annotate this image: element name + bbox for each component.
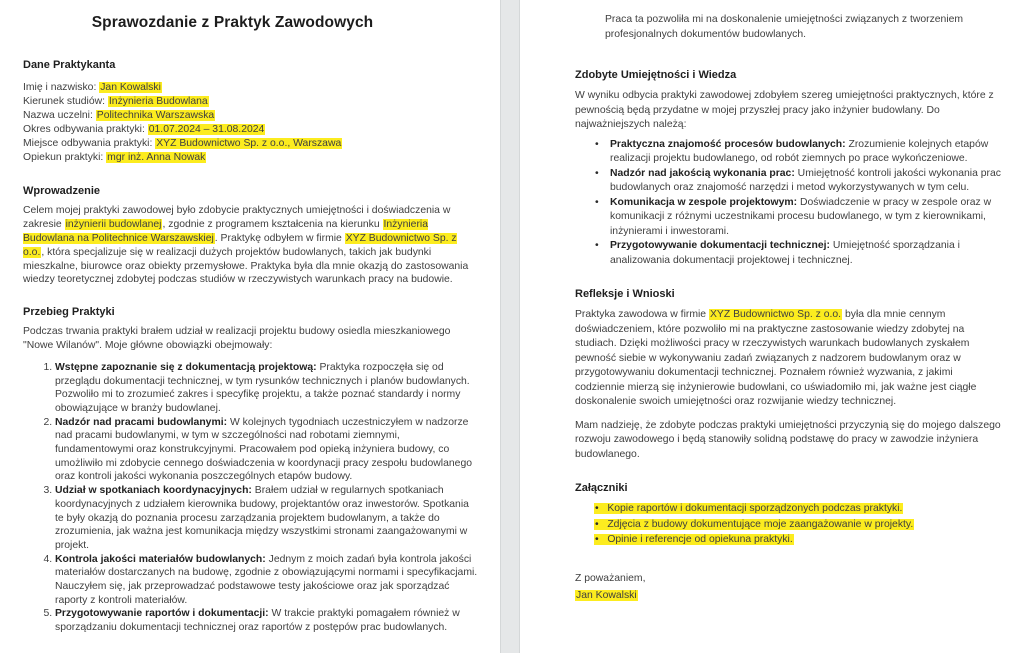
field-label: Nazwa uczelni:	[23, 109, 96, 121]
section-heading-refleksje-wnioski: Refleksje i Wnioski	[575, 288, 675, 300]
document-page-2	[520, 0, 1024, 653]
field-line	[23, 95, 478, 109]
list-item	[610, 196, 1005, 240]
text-segment: , która specjalizuje się w realizacji dużych projektów budowlanych, takich jak budynki mieszkalne, biurowce oraz obiekty przemysłowe. Praktyka była dla mnie okazją do zastosowania wiedzy teoretycznej zdobytej podczas studiów w rzeczywistych warunkach pracy na budowie.	[23, 246, 469, 286]
refleksje-paragraph-2: Mam nadzieję, że zdobyte podczas praktyki umiejętności przyczynią się do mojego dalszego rozwoju zawodowego i będą stanowiły solidną podstawę do pracy w zawodzie inżyniera budowlanego.	[575, 419, 1001, 460]
list-item-text: Brałem udział w regularnych spotkaniach koordynacyjnych z udziałem kierownika budowy, projektantów oraz inwestorów. Spotkania te były okazją do poznania procesu zarządzania projektem budowlanym, a także do zrozumienia, jak ważna jest komunikacja między wszystkimi stronami zaangażowanymi w projekt.	[55, 485, 469, 551]
list-item-lead: Przygotowywanie raportów i dokumentacji:	[55, 608, 269, 620]
page-gap-divider	[500, 0, 520, 653]
continuation-paragraph: Praca ta pozwoliła mi na doskonalenie umiejętności związanych z tworzeniem profesjonalnych dokumentów budowlanych.	[605, 14, 964, 40]
list-item-lead: Nadzór nad pracami budowlanymi:	[55, 416, 228, 428]
document-page-1	[0, 0, 500, 653]
field-line	[23, 137, 478, 151]
list-item	[610, 138, 1005, 167]
wprowadzenie-paragraph	[23, 204, 478, 287]
list-item-text: Zrozumienie kolejnych etapów realizacji projektu budowlanego, od robót ziemnych po prace wykończeniowe.	[610, 138, 989, 164]
list-item	[594, 501, 1005, 517]
text-segment: , zgodnie z programem kształcenia na kierunku	[162, 219, 383, 231]
list-item	[55, 416, 478, 485]
field-line	[23, 81, 478, 95]
text-segment: była dla mnie cennym doświadczeniem, które pozwoliło mi na praktyczne zastosowanie wiedzy zdobytej na studiach. Dzięki możliwości pracy w rzeczywistych warunkach budowlanych zyskałem pewność siebie w wykonywaniu zadań związanych z nadzorem budowlanym oraz w przygotowywaniu dokumentacji technicznej. Poznałem również wyzwania, z jakimi codziennie mierzą się inżynierowie budowlani, co uświadomiło mi, jak ważne jest ciągłe doskonalenie swoich umiejętności oraz rozwijanie wiedzy technicznej.	[575, 309, 977, 407]
section-heading-wprowadzenie: Wprowadzenie	[23, 185, 101, 198]
field-label: Imię i nazwisko:	[23, 82, 100, 93]
highlighted-text: Inżynieria Budowlana na Politechnice Warszawskiej	[23, 219, 428, 245]
list-item-text: W trakcie praktyki pomagałem również w sporządzaniu dokumentacji technicznej oraz raportów z postępów prac budowlanych.	[55, 608, 460, 634]
list-item-text: W kolejnych tygodniach uczestniczyłem w nadzorze nad pracami budowlanymi, w tym w szczególności nad robotami ziemnymi, fundamentowymi oraz konstrukcyjnymi. Pracowałem pod opieką inżyniera budowy, co umożliwiło mi zdobycie cennego doświadczenia w koordynacji pracy zespołu budowlanego oraz kontroli jakości wykonania poszczególnych etapów budowy.	[55, 416, 473, 483]
document-title: Sprawozdanie z Praktyk Zawodowych	[91, 14, 374, 31]
field-line	[23, 123, 478, 137]
list-item-lead: Wstępne zapoznanie się z dokumentacją projektową:	[55, 361, 317, 373]
highlighted-text: inżynierii budowlanej	[65, 219, 162, 231]
attachment-highlight: • Kopie raportów i dokumentacji sporządzonych podczas praktyki.	[594, 503, 903, 514]
list-item	[55, 361, 478, 416]
field-value-highlight: Jan Kowalski	[100, 82, 161, 93]
field-value-highlight: Inżynieria Budowlana	[108, 95, 208, 107]
field-value-highlight: XYZ Budownictwo Sp. z o.o., Warszawa	[156, 137, 342, 149]
list-item-text: Umiejętność sporządzania i analizowania dokumentacji projektowej i technicznej.	[610, 240, 960, 266]
list-item-lead: Przygotowywanie dokumentacji technicznej:	[610, 240, 830, 251]
list-item-text: Umiejętność kontroli jakości wykonania prac budowlanych oraz znajomość narzędzi i metod wykorzystywanych w tym celu.	[610, 167, 1001, 193]
signature-line	[575, 589, 1005, 603]
field-label: Okres odbywania praktyki:	[23, 123, 148, 135]
refleksje-paragraph-1	[575, 308, 1005, 410]
list-item-text: Jednym z moich zadań była kontrola jakości materiałów dostarczanych na budowę, zgodnie z obowiązującymi normami i specyfikacjami. Nauczyłem się, jak przeprowadzać podstawowe testy jakościowe oraz jak sporządzać raporty z kontroli materiałów.	[55, 553, 478, 606]
list-item-lead: Komunikacja w zespole projektowym:	[610, 196, 798, 208]
field-label: Miejsce odbywania praktyki:	[23, 137, 156, 149]
list-item-lead: Praktyczna znajomość procesów budowlanych:	[610, 138, 846, 150]
list-item	[594, 517, 1005, 533]
duties-numbered-list	[23, 361, 478, 635]
signature-name-highlight: Jan Kowalski	[576, 589, 637, 601]
list-item-lead: Kontrola jakości materiałów budowlanych:	[55, 553, 266, 565]
attachment-highlight: • Opinie i referencje od opiekuna praktyki.	[594, 534, 794, 545]
list-item-text: Doświadczenie w pracy w zespole oraz w komunikacji z różnymi uczestnikami procesu budowlanego, w tym z kierownikami, inżynierami i inwestorami.	[610, 196, 992, 237]
list-item	[55, 484, 478, 553]
attachments-bullet-list	[575, 501, 1005, 548]
praktykant-fields	[23, 81, 478, 164]
field-value-highlight: mgr inż. Anna Nowak	[107, 151, 206, 163]
list-item	[610, 239, 1005, 268]
list-item	[610, 167, 1005, 196]
list-item	[55, 607, 478, 634]
text-segment: Celem mojej praktyki zawodowej było zdobycie praktycznych umiejętności i doświadczenia w zakresie	[23, 205, 451, 231]
field-line	[23, 109, 478, 123]
attachment-highlight: • Zdjęcia z budowy dokumentujące moje zaangażowanie w projekty.	[594, 519, 914, 530]
list-item-text: Praktyka rozpoczęła się od przeglądu dokumentacji technicznej, w tym rysunków technicznych i planów budowlanych. Pozwoliło mi to zrozumieć zakres i specyfikę projektu, a także poznać standardy i normy obowiązujące w branży budowlanej.	[55, 361, 470, 414]
section-heading-przebieg-praktyki: Przebieg Praktyki	[23, 306, 115, 319]
umiejetnosci-intro-paragraph: W wyniku odbycia praktyki zawodowej zdobyłem szereg umiejętności praktycznych, które z pewnością będą przydatne w mojej przyszłej pracy jako inżynier budowlany. Do najważniejszych należą:	[575, 90, 994, 130]
list-item-lead: Udział w spotkaniach koordynacyjnych:	[55, 485, 252, 497]
text-segment: . Praktykę odbyłem w firmie	[214, 233, 345, 245]
skills-bullet-list	[575, 138, 1005, 269]
closing-line: Z poważaniem,	[575, 572, 646, 584]
highlighted-text: XYZ Budownictwo Sp. z o.o.	[23, 233, 457, 258]
highlighted-text: XYZ Budownictwo Sp. z o.o.	[709, 309, 842, 320]
list-item	[55, 553, 478, 608]
field-value-highlight: Politechnika Warszawska	[96, 109, 215, 121]
section-heading-zdobyte-umiejetnosci: Zdobyte Umiejętności i Wiedza	[575, 69, 737, 81]
list-item	[594, 532, 1005, 548]
field-line	[23, 151, 478, 165]
field-label: Kierunek studiów:	[23, 95, 108, 107]
przebieg-intro-paragraph: Podczas trwania praktyki brałem udział w realizacji projektu budowy osiedla mieszkaniowego "Nowe Wilanów". Moje główne obowiązki obejmowały:	[23, 326, 451, 352]
list-item-lead: Nadzór nad jakością wykonania prac:	[610, 167, 795, 179]
text-segment: Praktyka zawodowa w firmie	[575, 309, 709, 320]
section-heading-zalaczniki: Załączniki	[575, 482, 628, 494]
section-heading-dane-praktykanta: Dane Praktykanta	[23, 59, 116, 71]
field-value-highlight: 01.07.2024 – 31.08.2024	[148, 123, 265, 135]
field-label: Opiekun praktyki:	[23, 151, 107, 163]
